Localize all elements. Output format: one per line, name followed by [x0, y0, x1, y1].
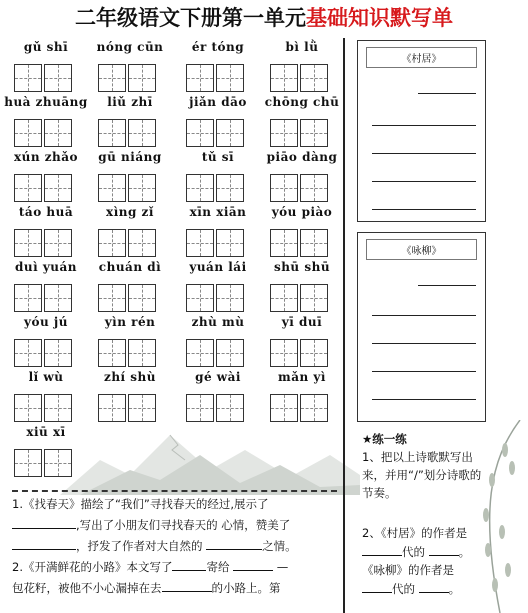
tianzige-cell[interactable] — [186, 394, 214, 422]
pinyin-label: xiū xī — [26, 425, 66, 439]
pinyin-label: yī duī — [281, 315, 323, 329]
tianzige-cell[interactable] — [44, 394, 72, 422]
answer-blank[interactable] — [362, 542, 402, 556]
tianzige-cell[interactable] — [44, 64, 72, 92]
pinyin-label: tǔ sī — [201, 150, 235, 164]
title-black: 二年级语文下册第一单元 — [75, 6, 306, 30]
practice-heading: ★练一练 — [362, 432, 407, 446]
answer-blank[interactable] — [206, 536, 262, 550]
tianzige-cell[interactable] — [300, 174, 328, 202]
tianzige-cell[interactable] — [14, 284, 42, 312]
poem-answer-line[interactable] — [372, 125, 476, 126]
tianzige-cell[interactable] — [270, 64, 298, 92]
tianzige-cell[interactable] — [98, 394, 126, 422]
pinyin-label: bì lǜ — [285, 40, 319, 54]
q2-line-2: 包花籽，被他不小心漏掉在去 — [12, 581, 162, 595]
writing-boxes — [98, 119, 158, 147]
tianzige-cell[interactable] — [14, 119, 42, 147]
tianzige-cell[interactable] — [98, 64, 126, 92]
practice-item-2-text: 2、《村居》的作者是 — [362, 526, 468, 540]
writing-boxes — [14, 394, 74, 422]
section-divider — [12, 490, 337, 492]
tianzige-cell[interactable] — [98, 339, 126, 367]
writing-boxes — [98, 174, 158, 202]
poem-answer-line[interactable] — [372, 399, 476, 400]
pinyin-label: gé wài — [195, 370, 241, 384]
writing-boxes — [270, 119, 330, 147]
writing-boxes — [186, 64, 246, 92]
pinyin-label: jiǎn dāo — [189, 95, 247, 109]
practice-item-2-dynasty: 代的 — [402, 545, 425, 559]
tianzige-cell[interactable] — [14, 174, 42, 202]
pinyin-label: xīn xiān — [189, 205, 247, 219]
q1-line-3-end: 之情。 — [262, 539, 297, 553]
tianzige-cell[interactable] — [300, 394, 328, 422]
poem-answer-line[interactable] — [372, 315, 476, 316]
q2-line-1: 2.《开满鲜花的小路》本文写了 — [12, 560, 173, 574]
question-1 — [12, 494, 340, 557]
tianzige-cell[interactable] — [98, 229, 126, 257]
tianzige-cell[interactable] — [14, 64, 42, 92]
pinyin-label: piāo dàng — [266, 150, 338, 164]
tianzige-cell[interactable] — [128, 229, 156, 257]
pinyin-label: huà zhuāng — [4, 95, 88, 109]
writing-boxes — [98, 229, 158, 257]
poem-answer-line[interactable] — [372, 181, 476, 182]
tianzige-cell[interactable] — [14, 394, 42, 422]
answer-blank[interactable] — [429, 542, 459, 556]
q1-line-2: ,写出了小朋友们寻找春天的 心情，赞美了 — [76, 518, 291, 532]
tianzige-cell[interactable] — [216, 174, 244, 202]
tianzige-cell[interactable] — [186, 174, 214, 202]
tianzige-cell[interactable] — [98, 284, 126, 312]
tianzige-cell[interactable] — [128, 174, 156, 202]
title-red: 基础知识默写单 — [306, 6, 453, 30]
writing-boxes — [14, 449, 74, 477]
tianzige-cell[interactable] — [98, 174, 126, 202]
pinyin-label: zhù mù — [191, 315, 245, 329]
tianzige-cell[interactable] — [14, 339, 42, 367]
tianzige-cell[interactable] — [44, 449, 72, 477]
pinyin-label: zhí shù — [104, 370, 156, 384]
practice-section — [362, 430, 492, 502]
pinyin-label: shū shū — [273, 260, 331, 274]
tianzige-cell[interactable] — [14, 229, 42, 257]
question-2 — [12, 557, 340, 599]
writing-boxes — [186, 174, 246, 202]
tianzige-cell[interactable] — [128, 119, 156, 147]
writing-boxes — [14, 284, 74, 312]
tianzige-cell[interactable] — [128, 394, 156, 422]
poem-answer-line[interactable] — [372, 371, 476, 372]
writing-boxes — [186, 119, 246, 147]
tianzige-cell[interactable] — [44, 339, 72, 367]
pinyin-label: yóu piào — [271, 205, 333, 219]
writing-boxes — [98, 64, 158, 92]
pinyin-label: liǔ zhī — [107, 95, 153, 109]
tianzige-cell[interactable] — [44, 119, 72, 147]
pinyin-label: gū niáng — [98, 150, 162, 164]
tianzige-cell[interactable] — [270, 394, 298, 422]
practice-item-2-end: 。 — [458, 545, 471, 559]
tianzige-cell[interactable] — [128, 284, 156, 312]
tianzige-cell[interactable] — [300, 229, 328, 257]
practice-item-3-text: 《咏柳》的作者是 — [362, 563, 454, 577]
pinyin-label: nóng cūn — [96, 40, 164, 54]
poem-box-yongliu — [357, 232, 486, 422]
answer-blank[interactable] — [362, 579, 392, 593]
answer-blank[interactable] — [233, 557, 273, 571]
pinyin-label: chuán dì — [98, 260, 162, 274]
writing-boxes — [270, 64, 330, 92]
writing-boxes — [270, 394, 330, 422]
q2-line-2b: 的小路上。第 — [211, 581, 281, 595]
tianzige-cell[interactable] — [44, 284, 72, 312]
answer-blank[interactable] — [12, 536, 76, 550]
divider-line — [343, 38, 345, 613]
tianzige-cell[interactable] — [216, 394, 244, 422]
tianzige-cell[interactable] — [216, 284, 244, 312]
word-grid — [0, 40, 345, 485]
writing-boxes — [186, 339, 246, 367]
pinyin-label: lǐ wù — [28, 370, 64, 384]
answer-blank[interactable] — [419, 579, 449, 593]
poem-answer-line[interactable] — [418, 285, 476, 286]
tianzige-cell[interactable] — [186, 119, 214, 147]
tianzige-cell[interactable] — [186, 284, 214, 312]
tianzige-cell[interactable] — [270, 174, 298, 202]
tianzige-cell[interactable] — [300, 119, 328, 147]
writing-boxes — [98, 394, 158, 422]
pinyin-label: táo huā — [18, 205, 74, 219]
poem-box-cunju — [357, 40, 486, 222]
writing-boxes — [270, 174, 330, 202]
tianzige-cell[interactable] — [216, 229, 244, 257]
tianzige-cell[interactable] — [186, 64, 214, 92]
poem-answer-line[interactable] — [372, 153, 476, 154]
poem-answer-line[interactable] — [372, 343, 476, 344]
tianzige-cell[interactable] — [186, 339, 214, 367]
writing-boxes — [14, 119, 74, 147]
answer-blank[interactable] — [12, 515, 76, 529]
tianzige-cell[interactable] — [128, 339, 156, 367]
writing-boxes — [186, 394, 246, 422]
writing-boxes — [14, 64, 74, 92]
writing-boxes — [14, 339, 74, 367]
tianzige-cell[interactable] — [300, 64, 328, 92]
tianzige-cell[interactable] — [270, 284, 298, 312]
tianzige-cell[interactable] — [14, 449, 42, 477]
writing-boxes — [186, 229, 246, 257]
pinyin-label: yóu jú — [24, 315, 68, 329]
practice-item-3-end: 。 — [448, 582, 461, 596]
pinyin-label: yuán lái — [189, 260, 247, 274]
writing-boxes — [270, 229, 330, 257]
poem-title-yongliu: 《咏柳》 — [366, 239, 477, 260]
writing-boxes — [14, 229, 74, 257]
practice-item-3-dynasty: 代的 — [392, 582, 415, 596]
pinyin-label: xìng zǐ — [106, 205, 154, 219]
tianzige-cell[interactable] — [216, 339, 244, 367]
tianzige-cell[interactable] — [186, 229, 214, 257]
tianzige-cell[interactable] — [270, 119, 298, 147]
tianzige-cell[interactable] — [300, 339, 328, 367]
pinyin-label: chōng chū — [264, 95, 340, 109]
pinyin-label: xún zhǎo — [13, 150, 79, 164]
pinyin-label: yìn rén — [104, 315, 156, 329]
tianzige-cell[interactable] — [216, 119, 244, 147]
pinyin-label: mǎn yì — [278, 370, 326, 384]
pinyin-label: ér tóng — [191, 40, 245, 54]
pinyin-label: gǔ shī — [23, 40, 69, 54]
writing-boxes — [270, 339, 330, 367]
poem-title-cunju: 《村居》 — [366, 47, 477, 68]
tianzige-cell[interactable] — [270, 229, 298, 257]
q2-line-1c: — — [276, 560, 289, 574]
tianzige-cell[interactable] — [98, 119, 126, 147]
practice-item-2 — [362, 524, 512, 598]
writing-boxes — [186, 284, 246, 312]
answer-blank[interactable] — [162, 578, 212, 592]
tianzige-cell[interactable] — [44, 229, 72, 257]
tianzige-cell[interactable] — [216, 64, 244, 92]
writing-boxes — [98, 339, 158, 367]
writing-boxes — [98, 284, 158, 312]
tianzige-cell[interactable] — [44, 174, 72, 202]
q1-line-1: 1.《找春天》描绘了“我们”寻找春天的经过,展示了 — [12, 497, 269, 511]
answer-blank[interactable] — [172, 557, 206, 571]
page-title — [0, 2, 528, 32]
tianzige-cell[interactable] — [270, 339, 298, 367]
poem-answer-line[interactable] — [418, 93, 476, 94]
writing-boxes — [270, 284, 330, 312]
q2-line-1b: 寄给 — [206, 560, 230, 574]
practice-item-1: 1、把以上诗歌默写出来，并用“/”划分诗歌的节奏。 — [362, 450, 482, 500]
tianzige-cell[interactable] — [300, 284, 328, 312]
pinyin-label: duì yuán — [14, 260, 78, 274]
q1-line-3: ，抒发了作者对大自然的 — [76, 539, 203, 553]
writing-boxes — [14, 174, 74, 202]
tianzige-cell[interactable] — [128, 64, 156, 92]
poem-answer-line[interactable] — [372, 209, 476, 210]
